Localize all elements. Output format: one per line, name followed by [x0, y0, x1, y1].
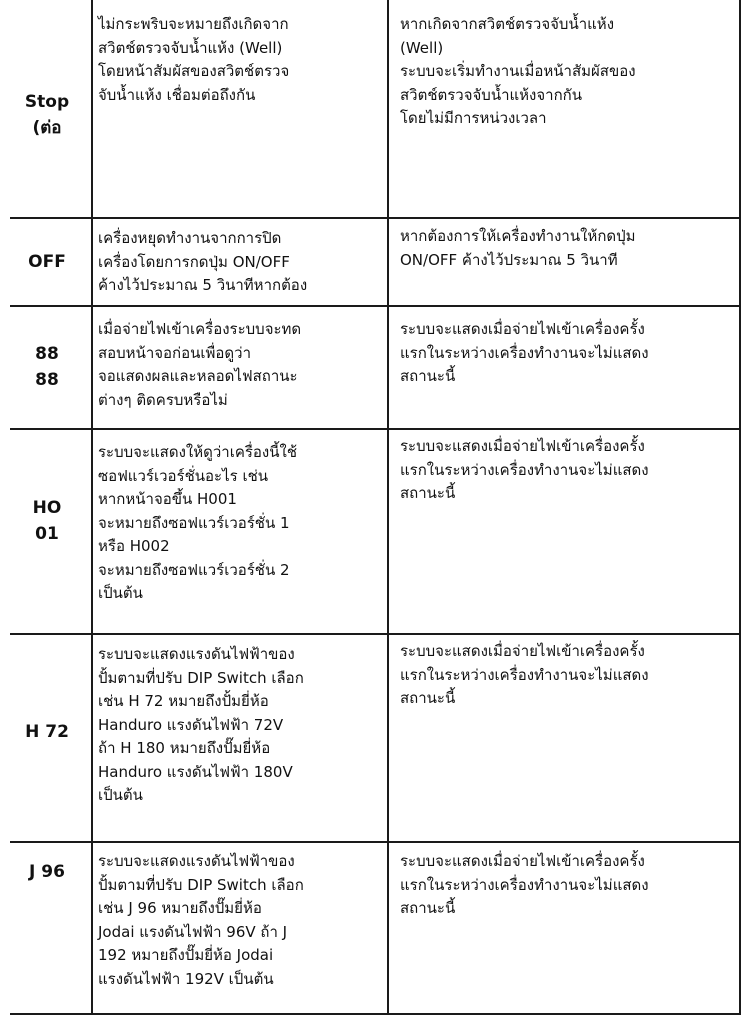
status-action: หากเกิดจากสวิตช์ตรวจจับน้ำแห้ง (Well) ระบบจะเริ่มทำงานเมื่อหน้าสัมผัสของ สวิตช์ตรวจจับน้ำแห้งจากกัน โดยไม่มีการหน่วงเวลา	[400, 15, 636, 127]
row-divider	[10, 305, 741, 307]
status-meaning: เครื่องหยุดทำงานจากการปิด เครื่องโดยการกดปุ่ม ON/OFF ค้างไว้ประมาณ 5 วินาทีหากต้อง	[98, 229, 308, 294]
status-code: J 96	[29, 862, 65, 882]
status-action: ระบบจะแสดงเมื่อจ่ายไฟเข้าเครื่องครั้ง แรกในระหว่างเครื่องทำงานจะไม่แสดง สถานะนี้	[400, 852, 649, 917]
status-code: 88 88	[35, 344, 59, 390]
row-divider	[10, 633, 741, 635]
status-meaning: ระบบจะแสดงให้ดูว่าเครื่องนี้ใช้ ซอฟแวร์เวอร์ชั่นอะไร เช่น หากหน้าจอขึ้น H001 จะหมายถึงซอฟแวร์เวอร์ชั่น 1 หรือ H002 จะหมายถึงซอฟแวร์เวอร์ชั่น 2 เป็นต้น	[98, 443, 297, 602]
row-divider	[10, 428, 741, 430]
status-code: OFF	[28, 252, 66, 272]
column-divider-right	[739, 0, 741, 1015]
row-divider	[10, 841, 741, 843]
status-meaning: ไม่กระพริบจะหมายถึงเกิดจาก สวิตช์ตรวจจับน้ำแห้ง (Well) โดยหน้าสัมผัสของสวิตช์ตรวจ จับน้ำแห้ง เชื่อมต่อถึงกัน	[98, 15, 290, 104]
status-code: HO 01	[32, 498, 62, 544]
status-action: หากต้องการให้เครื่องทำงานให้กดปุ่ม ON/OFF ค้างไว้ประมาณ 5 วินาที	[400, 227, 636, 269]
column-divider-left	[91, 0, 93, 1015]
status-action: ระบบจะแสดงเมื่อจ่ายไฟเข้าเครื่องครั้ง แรกในระหว่างเครื่องทำงานจะไม่แสดง สถานะนี้	[400, 642, 649, 707]
status-meaning: ระบบจะแสดงแรงดันไฟฟ้าของ ปั้มตามที่ปรับ DIP Switch เลือก เช่น H 72 หมายถึงปั้มยี่ห้อ Handuro แรงดันไฟฟ้า 72V ถ้า H 180 หมายถึงปั๊มยี่ห้อ Handuro แรงดันไฟฟ้า 180V เป็นต้น	[98, 645, 304, 804]
status-code: Stop (ต่อ	[24, 92, 70, 138]
status-meaning: ระบบจะแสดงแรงดันไฟฟ้าของ ปั้มตามที่ปรับ DIP Switch เลือก เช่น J 96 หมายถึงปั๊มยี่ห้อ Jodai แรงดันไฟฟ้า 96V ถ้า J 192 หมายถึงปั๊มยี่ห้อ Jodai แรงดันไฟฟ้า 192V เป็นต้น	[98, 852, 304, 988]
status-meaning: เมื่อจ่ายไฟเข้าเครื่องระบบจะทด สอบหน้าจอก่อนเพื่อดูว่า จอแสดงผลและหลอดไฟสถานะ ต่างๆ ติดครบหรือไม่	[98, 320, 302, 409]
status-code: H 72	[25, 722, 69, 742]
row-divider	[10, 1013, 741, 1015]
status-action: ระบบจะแสดงเมื่อจ่ายไฟเข้าเครื่องครั้ง แรกในระหว่างเครื่องทำงานจะไม่แสดง สถานะนี้	[400, 320, 649, 385]
row-divider	[10, 217, 741, 219]
status-action: ระบบจะแสดงเมื่อจ่ายไฟเข้าเครื่องครั้ง แรกในระหว่างเครื่องทำงานจะไม่แสดง สถานะนี้	[400, 437, 649, 502]
column-divider-middle	[387, 0, 389, 1015]
